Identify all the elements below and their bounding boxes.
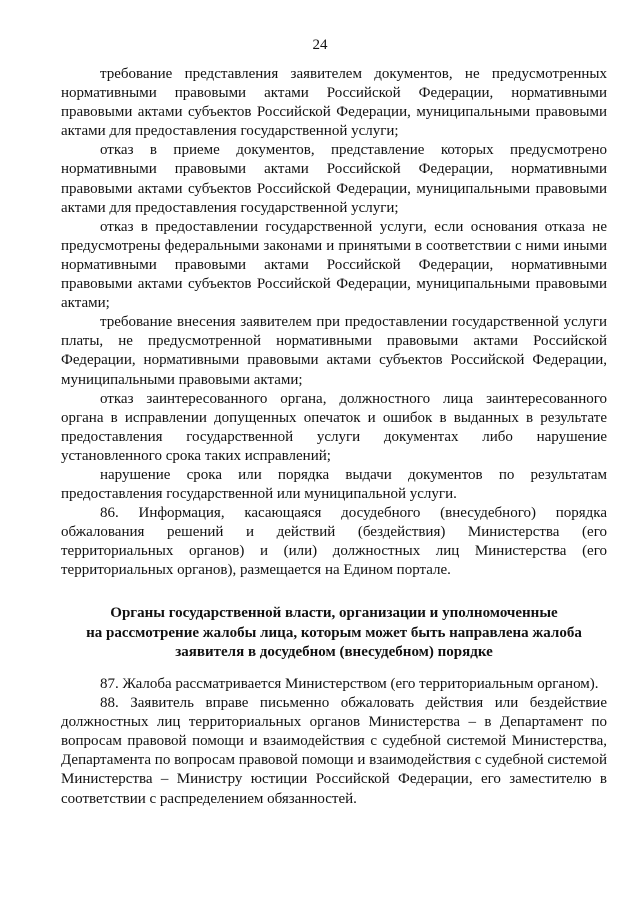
section-heading	[61, 604, 607, 663]
page-number: 24	[312, 37, 328, 53]
paragraph: отказ в предоставлении государственной услуги, если основания отказа не предусмотрены федеральными законами и принятыми в соответствии с ними иными нормативными правовыми актами Российской Федерации, нормативными правовыми актами субъектов Российской Федерации, муниципальными правовыми актами;	[61, 218, 607, 312]
paragraph: нарушение срока или порядка выдачи документов по результатам предоставления государственной или муниципальной услуги.	[61, 466, 607, 503]
paragraph: требование внесения заявителем при предоставлении государственной услуги платы, не предусмотренной нормативными правовыми актами Российской Федерации, нормативными правовыми актами субъектов Российской Федерации, муниципальными правовыми актами;	[61, 314, 607, 388]
body-text-bottom	[61, 675, 607, 809]
body-text-top	[61, 65, 607, 581]
paragraph-88: 88. Заявитель вправе письменно обжаловать действия или бездействие должностных лиц территориальных органов Министерства – в Департамент по вопросам правовой помощи и взаимодействия с судебной системой Министерства, Департамента по вопросам правовой помощи и взаимодействия с судебной системой Министерства – Министру юстиции Российской Федерации, его заместителю в соответствии с распределением обязанностей.	[61, 695, 607, 807]
paragraph: отказ заинтересованного органа, должностного лица заинтересованного органа в исправлении допущенных опечаток и ошибок в выданных в результате предоставления государственной услуги документах либо нарушение установленного срока таких исправлений;	[61, 390, 607, 464]
paragraph-87: 87. Жалоба рассматривается Министерством (его территориальным органом).	[100, 676, 599, 692]
heading-line: заявителя в досудебном (внесудебном) порядке	[175, 644, 493, 660]
heading-line: на рассмотрение жалобы лица, которым может быть направлена жалоба	[86, 624, 582, 641]
paragraph: отказ в приеме документов, представление которых предусмотрено нормативными правовыми актами Российской Федерации, нормативными правовыми актами субъектов Российской Федерации, муниципальными правовыми актами для предоставления государственной услуги;	[61, 142, 607, 216]
heading-line: Органы государственной власти, организации и уполномоченные	[110, 605, 558, 621]
paragraph: требование представления заявителем документов, не предусмотренных нормативными правовыми актами Российской Федерации, нормативными правовыми актами субъектов Российской Федерации, муниципальными правовыми актами для предоставления государственной услуги;	[61, 66, 607, 140]
paragraph-86: 86. Информация, касающаяся досудебного (внесудебного) порядка обжалования решений и действий (бездействия) Министерства (его территориальных органов) и (или) должностных лиц Министерства (его территориальных органов), размещается на Едином портале.	[61, 505, 607, 579]
